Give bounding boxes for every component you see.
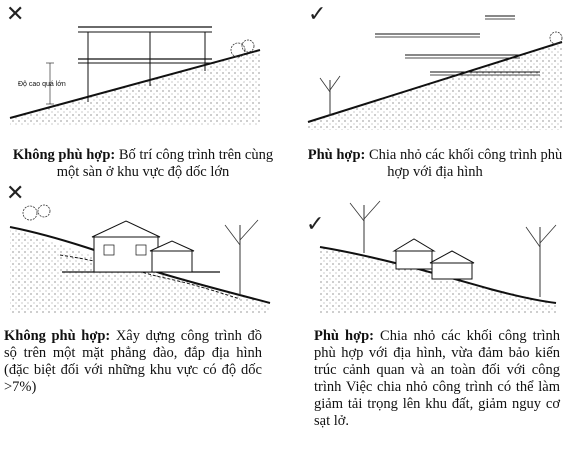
illustration-single-floor-on-slope [0,0,290,130]
check-icon: ✓ [308,2,327,27]
cross-icon: ✕ [6,2,25,27]
caption-panel-3 [4,328,262,396]
illustration-split-blocks-following-terrain [290,185,576,320]
caption-text: Bố trí công trình trên cùng một sàn ở khu vực độ dốc lớn [56,147,274,180]
illustration-stepped-blocks-on-slope [290,0,576,140]
caption-label: Phù hợp: [307,147,366,163]
caption-label: Không phù hợp: [4,328,111,344]
caption-label: Không phù hợp: [12,147,116,163]
caption-label: Phù hợp: [314,328,375,344]
caption-text: Chia nhỏ các khối công trình phù hợp với địa hình [365,147,563,180]
caption-panel-4 [314,328,560,430]
caption-text: Chia nhỏ các khối công trình phù hợp với địa hình, vừa đảm bảo kiến trúc cảnh quan và an toàn đối với công trình Việc chia nhỏ công trình có thể làm giảm tải trọng lên khu đất, giảm nguy cơ sạt lở. [314,328,560,429]
caption-panel-2 [296,147,574,181]
cross-icon: ✕ [6,181,25,206]
check-icon: ✓ [306,212,325,237]
illustration-large-building-on-cut-fill [0,181,290,320]
height-annotation: Độ cao quá lớn [18,81,66,88]
caption-text: Xây dựng công trình đồ sộ trên một mặt phẳng đào, đắp địa hình (đặc biệt đối với những khu vực có độ dốc >7%) [4,328,262,395]
caption-panel-1 [2,147,284,181]
